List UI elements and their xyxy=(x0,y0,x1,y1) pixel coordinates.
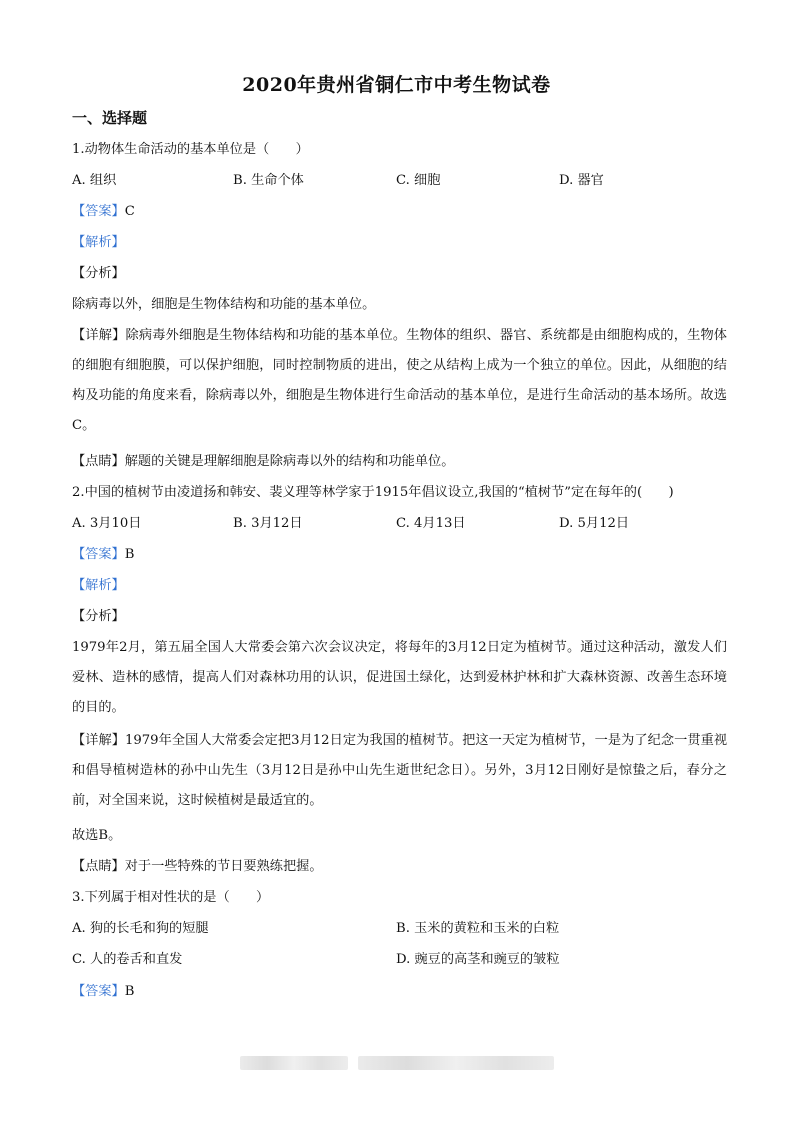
xiangjie-text: 除病毒外细胞是生物体结构和功能的基本单位。生物体的组织、器官、系统都是由细胞构成的，生物体的细胞有细胞膜，可以保护细胞，同时控制物质的进出，使之从结构上成为一个独立的单位。因此，从细胞的结构及功能的角度来看，除病毒以外，细胞是生物体进行生命活动的基本单位，是进行生命活动的基本场所。故选C。 xyxy=(72,328,727,433)
dianjing-text: 对于一些特殊的节日要熟练把握。 xyxy=(124,859,323,874)
question-3-stem: 3.下列属于相对性状的是（ ） xyxy=(72,890,270,905)
q1-option-a: A. 组织 xyxy=(72,173,117,188)
answer-value: B xyxy=(124,984,135,999)
answer-value: B xyxy=(124,547,135,562)
q1-fenxi-label: 【分析】 xyxy=(72,266,125,281)
dianjing-label: 【点睛】 xyxy=(72,859,125,874)
section-heading: 一、选择题 xyxy=(72,109,148,127)
answer-label: 【答案】 xyxy=(72,984,125,999)
q1-answer xyxy=(72,202,732,222)
q3-option-a: A. 狗的长毛和狗的短腿 xyxy=(72,921,209,936)
q1-option-c: C. 细胞 xyxy=(396,173,441,188)
xiangjie-label: 【详解】 xyxy=(72,328,126,343)
q3-option-d: D. 豌豆的高茎和豌豆的皱粒 xyxy=(396,952,560,967)
q1-xiangjie xyxy=(72,321,727,441)
q2-option-a: A. 3月10日 xyxy=(72,516,142,531)
dianjing-label: 【点睛】 xyxy=(72,454,125,469)
q1-analysis-label: 【解析】 xyxy=(72,235,125,250)
q2-option-d: D. 5月12日 xyxy=(559,516,630,531)
q2-fenxi-text: 1979年2月，第五届全国人大常委会第六次会议决定，将每年的3月12日定为植树节。通过这种活动，激发人们爱林、造林的感情，提高人们对森林功用的认识，促进国土绿化，达到爱林护林和扩大森林资源、改善生态环境的目的。 xyxy=(72,640,727,715)
q3-option-c: C. 人的卷舌和直发 xyxy=(72,952,183,967)
answer-value: C xyxy=(124,204,135,219)
q2-conclusion: 故选B。 xyxy=(72,828,122,843)
q2-answer xyxy=(72,545,732,565)
xiangjie-label: 【详解】 xyxy=(72,733,125,748)
q1-option-d: D. 器官 xyxy=(559,173,604,188)
answer-label: 【答案】 xyxy=(72,204,125,219)
q3-answer xyxy=(72,982,732,1002)
footer-watermark-right xyxy=(358,1056,554,1070)
q2-xiangjie xyxy=(72,726,727,816)
q2-dianjing xyxy=(72,857,732,877)
dianjing-text: 解题的关键是理解细胞是除病毒以外的结构和功能单位。 xyxy=(124,454,455,469)
question-1-stem: 1.动物体生命活动的基本单位是（ ） xyxy=(72,142,309,157)
xiangjie-text: 1979年全国人大常委会定把3月12日定为我国的植树节。把这一天定为植树节，一是为了纪念一贯重视和倡导植树造林的孙中山先生（3月12日是孙中山先生逝世纪念日）。另外，3月12日刚好是惊蛰之后，春分之前，对全国来说，这时候植树是最适宜的。 xyxy=(72,733,728,808)
footer-watermark-left xyxy=(240,1056,348,1070)
q1-dianjing xyxy=(72,452,732,472)
question-2-stem: 2.中国的植树节由凌道扬和韩安、裴义理等林学家于1915年倡议设立,我国的“植树节”定在每年的( ) xyxy=(72,485,674,500)
page-title: 2020年贵州省铜仁市中考生物试卷 xyxy=(242,74,551,96)
q3-option-b: B. 玉米的黄粒和玉米的白粒 xyxy=(396,921,560,936)
answer-label: 【答案】 xyxy=(72,547,125,562)
q1-option-b: B. 生命个体 xyxy=(233,173,304,188)
q1-fenxi-text: 除病毒以外，细胞是生物体结构和功能的基本单位。 xyxy=(72,297,376,312)
q2-analysis-label: 【解析】 xyxy=(72,578,125,593)
q2-option-c: C. 4月13日 xyxy=(396,516,466,531)
q2-option-b: B. 3月12日 xyxy=(233,516,303,531)
q2-fenxi-label: 【分析】 xyxy=(72,609,125,624)
